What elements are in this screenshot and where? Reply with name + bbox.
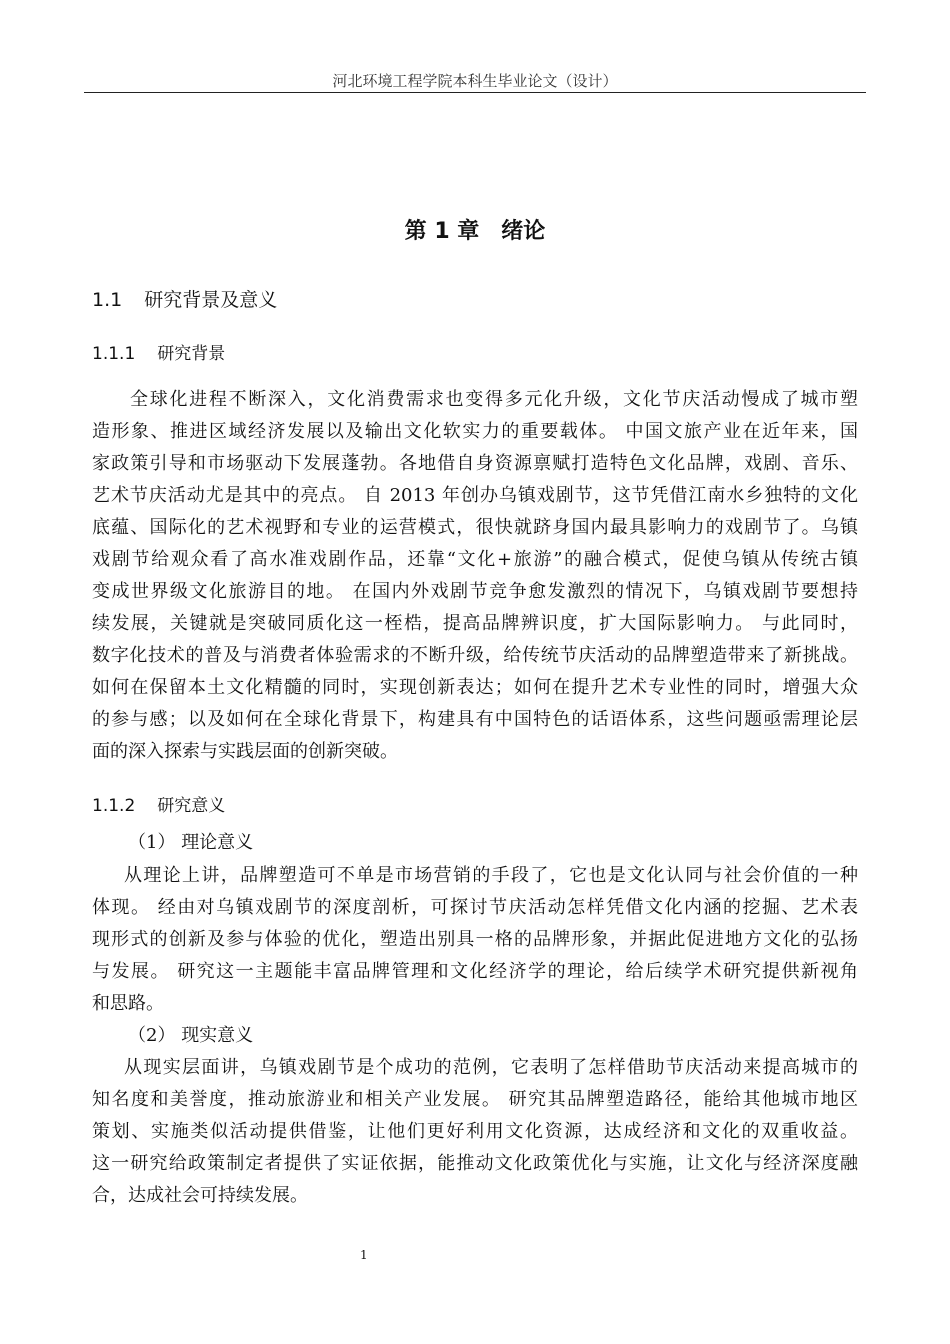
text-line: 变成世界级文化旅游目的地。 在国内外戏剧节竞争愈发激烈的情况下，乌镇戏剧节要想持 xyxy=(92,581,858,602)
text-line: 策划、实施类似活动提供借鉴，让他们更好利用文化资源，达成经济和文化的双重收益。 xyxy=(92,1121,858,1142)
item-title: 现实意义 xyxy=(181,1025,254,1046)
page-number: 1 xyxy=(360,1248,368,1262)
subsection-title: 研究背景 xyxy=(157,344,226,364)
subsection-title: 研究意义 xyxy=(157,796,226,816)
item-label: （1） xyxy=(128,832,176,853)
text-line: 从现实层面讲，乌镇戏剧节是个成功的范例，它表明了怎样借助节庆活动来提高城市的 xyxy=(124,1057,858,1078)
text-line: 面的深入探索与实践层面的创新突破。 xyxy=(92,741,398,762)
text-line: 合，达成社会可持续发展。 xyxy=(92,1185,308,1206)
section-heading xyxy=(92,285,277,312)
text-line: 现形式的创新及参与体验的优化，塑造出别具一格的品牌形象，并据此促进地方文化的弘扬 xyxy=(92,929,858,950)
item-theoretical xyxy=(128,827,253,859)
text-line: 如何在保留本土文化精髓的同时，实现创新表达；如何在提升艺术专业性的同时，增强大众 xyxy=(92,677,858,698)
text-line: 知名度和美誉度，推动旅游业和相关产业发展。 研究其品牌塑造路径，能给其他城市地区 xyxy=(92,1089,858,1110)
header-rule xyxy=(84,92,866,93)
item-practical xyxy=(128,1020,253,1052)
item-label: （2） xyxy=(128,1025,176,1046)
text-line: 从理论上讲，品牌塑造可不单是市场营销的手段了，它也是文化认同与社会价值的一种 xyxy=(124,865,858,886)
text-line: 和思路。 xyxy=(92,993,164,1014)
text-line: 续发展，关键就是突破同质化这一桎梏，提高品牌辨识度，扩大国际影响力。 与此同时， xyxy=(92,613,858,634)
text-line: 全球化进程不断深入，文化消费需求也变得多元化升级，文化节庆活动慢成了城市塑 xyxy=(130,389,858,410)
subsection-number: 1.1.2 xyxy=(92,796,136,816)
text-line: 体现。 经由对乌镇戏剧节的深度剖析，可探讨节庆活动怎样凭借文化内涵的挖掘、艺术表 xyxy=(92,897,858,918)
chapter-title: 第 1 章 绪论 xyxy=(404,219,546,244)
text-line: 与发展。 研究这一主题能丰富品牌管理和文化经济学的理论，给后续学术研究提供新视角 xyxy=(92,961,858,982)
subsection-heading-background xyxy=(92,339,225,364)
text-line: 戏剧节给观众看了高水准戏剧作品，还靠“文化+旅游”的融合模式，促使乌镇从传统古镇 xyxy=(92,549,858,570)
subsection-heading-significance xyxy=(92,791,225,816)
running-header: 河北环境工程学院本科生毕业论文（设计） xyxy=(332,72,618,90)
section-title: 研究背景及意义 xyxy=(144,289,278,311)
section-number: 1.1 xyxy=(92,289,123,311)
text-line: 的参与感；以及如何在全球化背景下，构建具有中国特色的话语体系，这些问题亟需理论层 xyxy=(92,709,858,730)
text-line: 家政策引导和市场驱动下发展蓬勃。各地借自身资源禀赋打造特色文化品牌，戏剧、音乐、 xyxy=(92,453,858,474)
subsection-number: 1.1.1 xyxy=(92,344,136,364)
text-line: 造形象、推进区域经济发展以及输出文化软实力的重要载体。 中国文旅产业在近年来，国 xyxy=(92,421,858,442)
item-title: 理论意义 xyxy=(181,832,254,853)
text-line: 数字化技术的普及与消费者体验需求的不断升级，给传统节庆活动的品牌塑造带来了新挑战。 xyxy=(92,645,858,666)
text-line: 底蕴、国际化的艺术视野和专业的运营模式，很快就跻身国内最具影响力的戏剧节了。乌镇 xyxy=(92,517,858,538)
text-line: 艺术节庆活动尤是其中的亮点。 自 2013 年创办乌镇戏剧节，这节凭借江南水乡独特的文化 xyxy=(92,485,858,506)
text-line: 这一研究给政策制定者提供了实证依据，能推动文化政策优化与实施，让文化与经济深度融 xyxy=(92,1153,858,1174)
